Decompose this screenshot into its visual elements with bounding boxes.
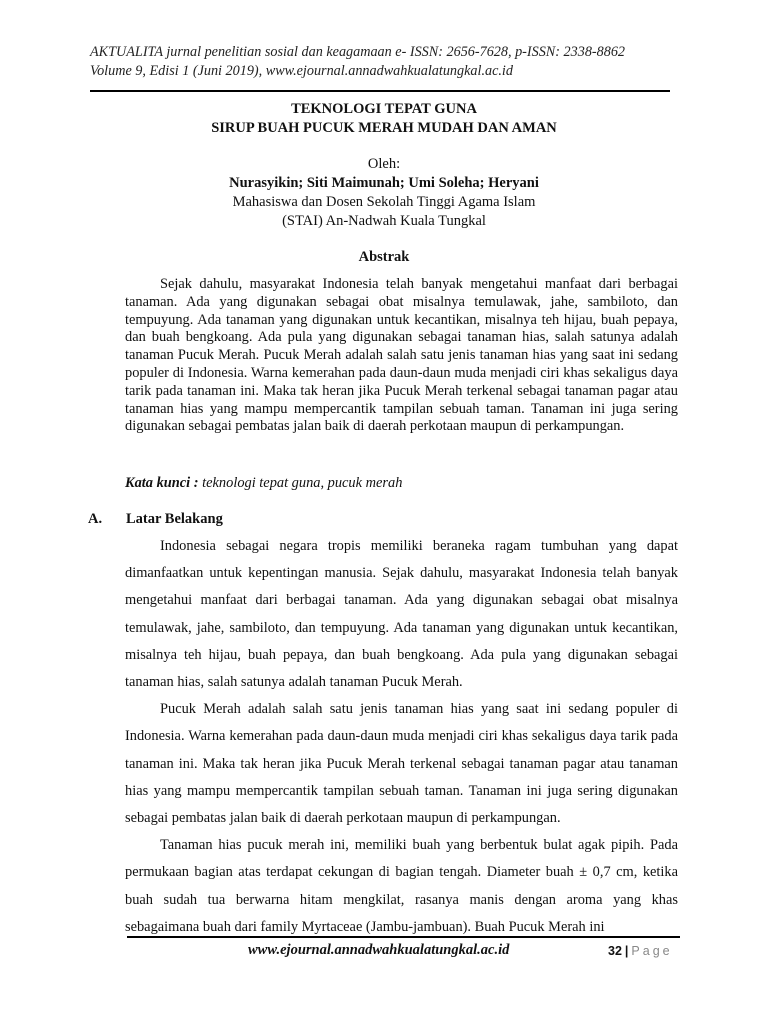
body-paragraph: Pucuk Merah adalah salah satu jenis tanaman hias yang saat ini sedang populer di Indonesia. Warna kemerahan pada daun-daun muda menjadi ciri khas sekaligus daya tarik pada tanaman ini. Maka tak heran jika Pucuk Merah terkenal sebagai tanaman pagar atau tanaman hias yang mampu mempercantik tampilan sebuah taman. Tanaman ini juga sering digunakan sebagai pembatas jalan baik di daerah perkotaan maupun di perkampungan.: [125, 701, 678, 827]
affiliation-line-2: (STAI) An-Nadwah Kuala Tungkal: [282, 213, 486, 229]
paper-title-line-1: TEKNOLOGI TEPAT GUNA: [291, 101, 477, 117]
section-heading: [88, 510, 223, 529]
footer-rule: [127, 936, 680, 938]
page-label: Page: [631, 944, 673, 958]
paper-title-line-2: SIRUP BUAH PUCUK MERAH MUDAH DAN AMAN: [211, 120, 557, 136]
page-separator: |: [624, 944, 629, 958]
byline-label: Oleh:: [367, 156, 401, 172]
journal-header-line-1: AKTUALITA jurnal penelitian sosial dan keagamaan e- ISSN: 2656-7628, p-ISSN: 2338-8862: [90, 44, 626, 60]
section-number: A.: [88, 511, 103, 527]
page-number: 32: [608, 944, 622, 958]
header-rule: [90, 90, 670, 92]
section-title: Latar Belakang: [126, 511, 223, 527]
page-indicator: [608, 942, 673, 960]
keywords-label: Kata kunci :: [125, 475, 199, 491]
journal-header: [90, 43, 690, 80]
body-paragraph: Tanaman hias pucuk merah ini, memiliki buah yang berbentuk bulat agak pipih. Pada permukaan bagian atas terdapat cekungan di bagian tengah. Diameter buah ± 0,7 cm, ketika buah sudah tua berwarna hitam mengkilat, rasanya manis dengan aroma yang khas sebagaimana buah dari family Myrtaceae (Jambu-jambuan). Buah Pucuk Merah ini: [125, 837, 678, 935]
body-text: [125, 533, 678, 941]
body-paragraph: Indonesia sebagai negara tropis memiliki beraneka ragam tumbuhan yang dapat dimanfaatkan untuk kepentingan manusia. Sejak dahulu, masyarakat Indonesia telah banyak mengetahui manfaat dari berbagai tanaman. Ada yang digunakan sebagai obat misalnya temulawak, jahe, sambiloto, dan tempuyung. Ada tanaman yang digunakan untuk kecantikan, misalnya teh hijau, buah pepaya, dan buah bengkoang. Ada pula yang digunakan sebagai tanaman hias, salah satunya adalah tanaman Pucuk Merah.: [125, 538, 678, 691]
affiliation-line-1: Mahasiswa dan Dosen Sekolah Tinggi Agama Islam: [232, 194, 536, 210]
title-block: [0, 100, 768, 267]
footer-url: www.ejournal.annadwahkualatungkal.ac.id: [248, 942, 510, 958]
journal-header-line-2: Volume 9, Edisi 1 (Juni 2019), www.ejournal.annadwahkualatungkal.ac.id: [90, 62, 513, 79]
keywords: [125, 474, 402, 492]
author-list: Nurasyikin; Siti Maimunah; Umi Soleha; Heryani: [229, 175, 539, 191]
abstract-text: Sejak dahulu, masyarakat Indonesia telah banyak mengetahui manfaat dari berbagai tanaman. Ada yang digunakan sebagai obat misalnya temulawak, jahe, sambiloto, dan tempuyung. Ada tanaman yang digunakan untuk kecantikan, misalnya teh hijau, buah pepaya, dan buah bengkoang. Ada pula yang digunakan sebagai tanaman hias, salah satunya adalah tanaman Pucuk Merah. Pucuk Merah adalah salah satu jenis tanaman hias yang saat ini sedang populer di Indonesia. Warna kemerahan pada daun-daun muda menjadi ciri khas sekaligus daya tarik pada tanaman ini. Maka tak heran jika Pucuk Merah terkenal sebagai tanaman pagar atau tanaman hias yang mampu mempercantik tampilan sebuah taman. Tanaman ini juga sering digunakan sebagai pembatas jalan baik di daerah perkotaan maupun di perkampungan.: [125, 276, 678, 435]
keywords-text: teknologi tepat guna, pucuk merah: [198, 475, 403, 491]
abstract-heading: Abstrak: [358, 249, 410, 265]
